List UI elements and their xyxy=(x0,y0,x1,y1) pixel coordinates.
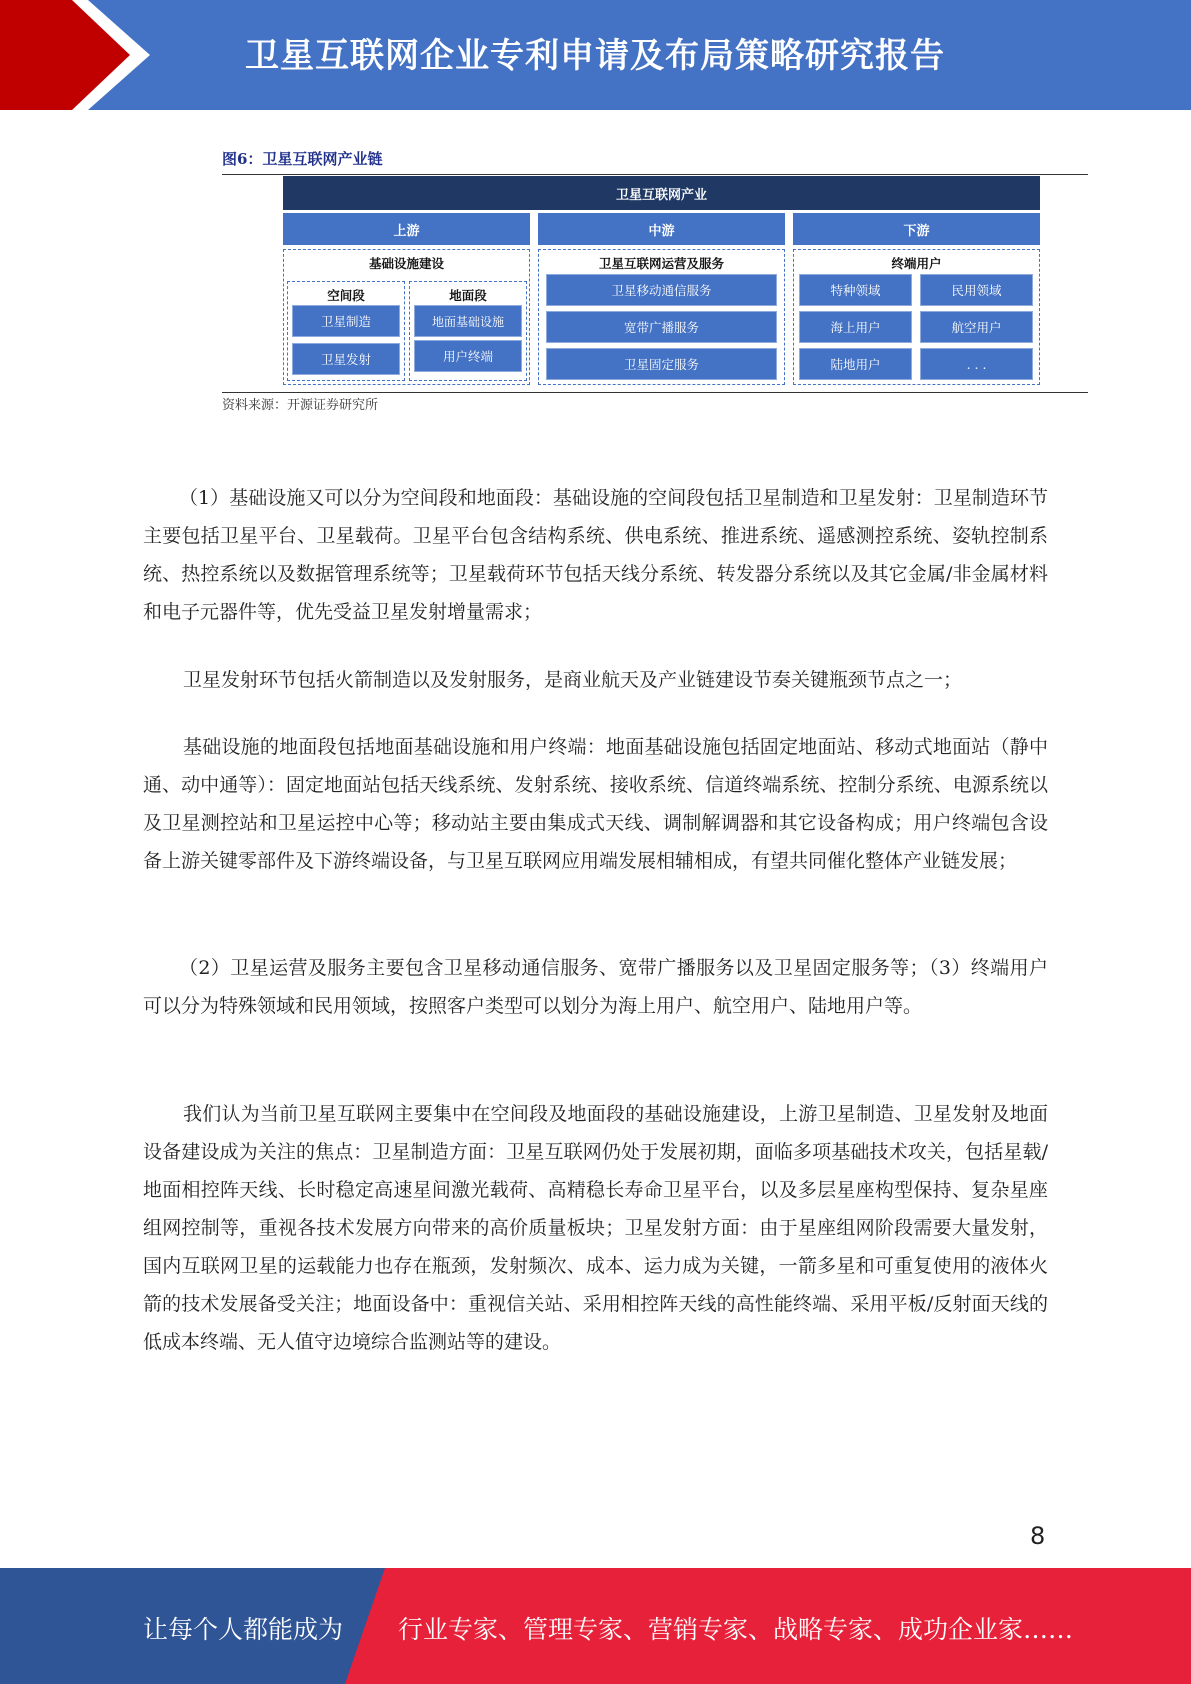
downstream-item-aviation: 航空用户 xyxy=(920,311,1033,343)
figure-source: 资料来源：开源证券研究所 xyxy=(222,398,379,413)
footer-slogan-right: 行业专家、管理专家、营销专家、战略专家、成功企业家…… xyxy=(398,1615,1074,1644)
ground-item-user-terminal: 用户终端 xyxy=(414,340,522,372)
paragraph-infrastructure: （1）基础设施又可以分为空间段和地面段：基础设施的空间段包括卫星制造和卫星发射：卫星制造环节主要包括卫星平台、卫星载荷。卫星平台包含结构系统、供电系统、推进系统、遥感测控系统、姿轨控制系统、热控系统以及数据管理系统等；卫星载荷环节包括天线分系统、转发器分系统以及其它金属/非金属材料和电子元器件等，优先受益卫星发射增量需求； xyxy=(143,487,1048,623)
downstream-item-maritime: 海上用户 xyxy=(799,311,912,343)
column-midstream-header: 中游 xyxy=(538,213,785,245)
figure-top-rule xyxy=(222,174,1088,175)
midstream-item-broadband: 宽带广播服务 xyxy=(546,311,777,343)
column-downstream-header: 下游 xyxy=(793,213,1040,245)
figure-caption: 图6：卫星互联网产业链 xyxy=(222,150,383,168)
paragraph-ground-segment: 基础设施的地面段包括地面基础设施和用户终端：地面基础设施包括固定地面站、移动式地面站（静中通、动中通等）：固定地面站包括天线系统、发射系统、接收系统、信道终端系统、控制分系统、电源系统以及卫星测控站和卫星运控中心等；移动站主要由集成式天线、调制解调器和其它设备构成；用户终端包含设备上游关键零部件及下游终端设备，与卫星互联网应用端发展相辅相成，有望共同催化整体产业链发展； xyxy=(143,736,1048,872)
report-title: 卫星互联网企业专利申请及布局策略研究报告 xyxy=(245,36,945,76)
ground-segment-title: 地面段 xyxy=(449,288,487,303)
paragraph-operations: （2）卫星运营及服务主要包含卫星移动通信服务、宽带广播服务以及卫星固定服务等；（3）终端用户可以分为特殊领域和民用领域，按照客户类型可以划分为海上用户、航空用户、陆地用户等。 xyxy=(143,957,1048,1017)
paragraph-outlook: 我们认为当前卫星互联网主要集中在空间段及地面段的基础设施建设，上游卫星制造、卫星发射及地面设备建设成为关注的焦点：卫星制造方面：卫星互联网仍处于发展初期，面临多项基础技术攻关，包括星载/地面相控阵天线、长时稳定高速星间激光载荷、高精稳长寿命卫星平台，以及多层星座构型保持、复杂星座组网控制等，重视各技术发展方向带来的高价质量板块；卫星发射方面：由于星座组网阶段需要大量发射，国内互联网卫星的运载能力也存在瓶颈，发射频次、成本、运力成为关键，一箭多星和可重复使用的液体火箭的技术发展备受关注；地面设备中：重视信关站、采用相控阵天线的高性能终端、采用平板/反射面天线的低成本终端、无人值守边境综合监测站等的建设。 xyxy=(143,1103,1048,1353)
diagram-root-box: 卫星互联网产业 xyxy=(283,176,1040,210)
downstream-group-title: 终端用户 xyxy=(891,256,942,271)
space-item-satellite-launch: 卫星发射 xyxy=(292,343,400,375)
space-item-satellite-manufacturing: 卫星制造 xyxy=(292,305,400,337)
downstream-item-land: 陆地用户 xyxy=(799,348,912,380)
page-number: 8 xyxy=(1030,1522,1046,1550)
midstream-group-title: 卫星互联网运营及服务 xyxy=(598,256,724,271)
paragraph-launch: 卫星发射环节包括火箭制造以及发射服务，是商业航天及产业链建设节奏关键瓶颈节点之一； xyxy=(183,669,963,691)
page-header xyxy=(0,0,1191,110)
footer-slogan-left: 让每个人都能成为 xyxy=(143,1615,344,1644)
column-upstream-header: 上游 xyxy=(283,213,530,245)
midstream-item-mobile: 卫星移动通信服务 xyxy=(546,274,777,306)
downstream-item-ellipsis: . . . xyxy=(920,348,1033,380)
midstream-item-fixed: 卫星固定服务 xyxy=(546,348,777,380)
downstream-item-special: 特种领域 xyxy=(799,274,912,306)
header-arrow-icon xyxy=(0,0,155,110)
figure-bottom-rule xyxy=(222,392,1088,393)
page-footer xyxy=(0,1568,1191,1684)
space-segment-title: 空间段 xyxy=(327,288,365,303)
upstream-group-title: 基础设施建设 xyxy=(368,256,444,271)
downstream-item-civil: 民用领域 xyxy=(920,274,1033,306)
ground-item-infrastructure: 地面基础设施 xyxy=(414,305,522,337)
